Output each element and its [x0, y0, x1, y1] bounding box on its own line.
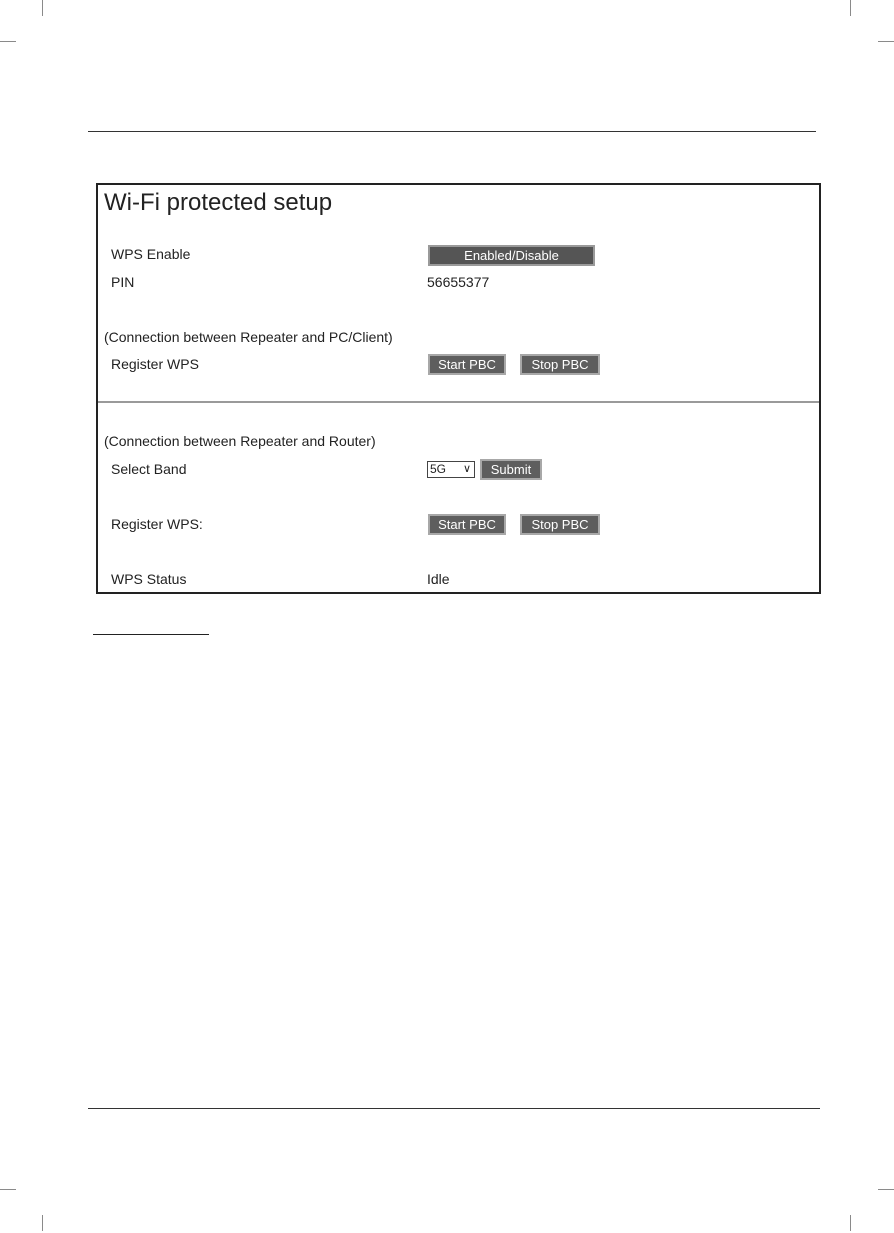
router-register-wps-label: Register WPS:: [111, 516, 203, 532]
panel-title: Wi-Fi protected setup: [104, 189, 333, 216]
client-register-wps-label: Register WPS: [111, 356, 199, 372]
pin-label: PIN: [111, 274, 135, 290]
crop-mark-top-left: [42, 0, 43, 16]
footnote-underline: [93, 634, 209, 635]
band-submit-button[interactable]: Submit: [480, 459, 542, 480]
pin-value: 56655377: [427, 274, 490, 290]
crop-mark-left-bottom: [0, 1189, 16, 1190]
header-rule: [88, 131, 816, 132]
crop-mark-bottom-left: [42, 1215, 43, 1231]
client-stop-pbc-button[interactable]: Stop PBC: [520, 354, 600, 375]
wps-enable-toggle-button[interactable]: Enabled/Disable: [428, 245, 595, 266]
chevron-down-icon: ∨: [462, 463, 471, 475]
client-start-pbc-button[interactable]: Start PBC: [428, 354, 506, 375]
wps-status-value: Idle: [427, 571, 450, 587]
crop-mark-left-top: [0, 41, 16, 42]
crop-mark-right-top: [878, 41, 894, 42]
crop-mark-top-right: [850, 0, 851, 16]
wps-enable-label: WPS Enable: [111, 246, 191, 262]
wps-status-label: WPS Status: [111, 571, 187, 587]
router-section-heading: (Connection between Repeater and Router): [104, 433, 376, 449]
wps-panel: [96, 183, 821, 594]
band-select-value: 5G: [430, 462, 447, 476]
section-divider: [98, 401, 819, 403]
select-band-label: Select Band: [111, 461, 187, 477]
crop-mark-bottom-right: [850, 1215, 851, 1231]
crop-mark-right-bottom: [878, 1189, 894, 1190]
client-section-heading: (Connection between Repeater and PC/Client): [104, 329, 393, 345]
band-select[interactable]: [427, 461, 475, 478]
router-start-pbc-button[interactable]: Start PBC: [428, 514, 506, 535]
router-stop-pbc-button[interactable]: Stop PBC: [520, 514, 600, 535]
footer-rule: [88, 1108, 820, 1109]
